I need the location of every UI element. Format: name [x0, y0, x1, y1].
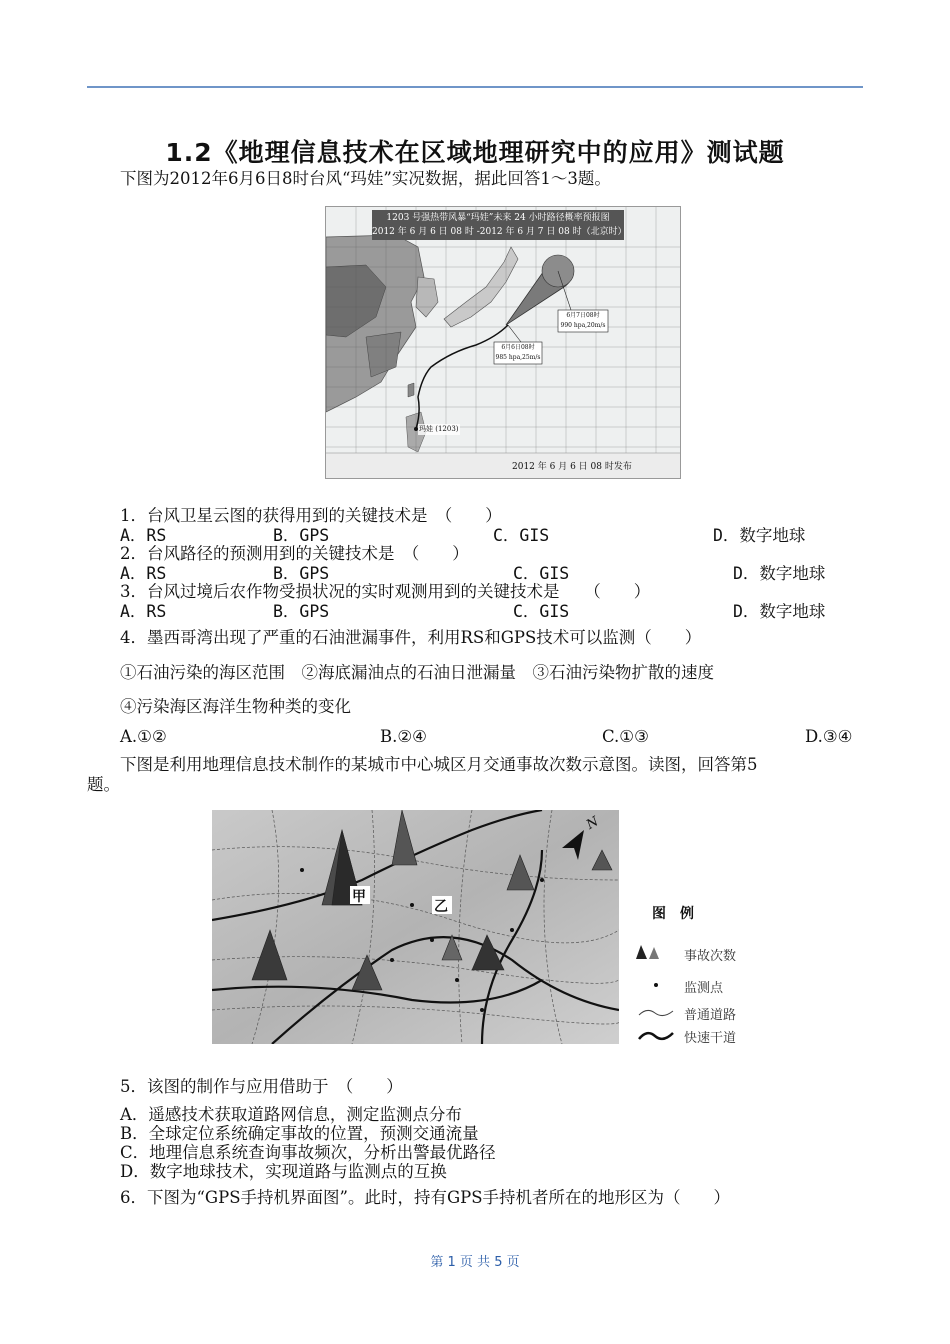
track-label-jun7-value: 990 hpa,20m/s	[560, 322, 606, 329]
q3-stem: 3．台风过境后农作物受损状况的实时观测用到的关键技术是 （ ）	[120, 582, 651, 601]
label-yi: 乙	[434, 899, 448, 915]
storm-start-label: 玛娃 (1203)	[419, 425, 459, 433]
legend-roads: 普通道路	[684, 1008, 737, 1023]
q5-stem: 5．该图的制作与应用借助于 （ ）	[120, 1077, 403, 1096]
q6-stem: 6．下图为“GPS手持机界面图”。此时，持有GPS手持机者所在的地形区为（ ）	[120, 1188, 731, 1207]
q3-option-b: B．GPS	[273, 602, 330, 621]
q3-option-a: A．RS	[120, 602, 167, 621]
typhoon-map-issue-note: 2012 年 6 月 6 日 08 时发布	[512, 462, 632, 472]
q2-option-d: D．数字地球	[733, 564, 826, 583]
q2-option-b: B．GPS	[273, 564, 330, 583]
q2-option-c: C．GIS	[513, 564, 570, 583]
q2-stem: 2．台风路径的预测用到的关键技术是 （ ）	[120, 544, 469, 563]
legend-accidents: 事故次数	[684, 949, 737, 964]
q5-option-d: D．数字地球技术，实现道路与监测点的互换	[120, 1162, 447, 1181]
q1-option-d: D．数字地球	[713, 526, 806, 545]
intro-text-2-cont: 题。	[87, 775, 120, 794]
typhoon-track-map	[325, 206, 681, 479]
q5-option-c: C．地理信息系统查询事故频次，分析出警最优路径	[120, 1143, 496, 1162]
q4-stem: 4．墨西哥湾出现了严重的石油泄漏事件，利用RS和GPS技术可以监测（ ）	[120, 628, 702, 647]
q4-option-a: A.①②	[120, 727, 167, 746]
track-label-jun7-time: 6月7日08时	[566, 312, 600, 319]
monitoring-point-icon	[654, 983, 658, 987]
page-footer: 第 1 页 共 5 页	[430, 1255, 520, 1270]
north-arrow-icon: N	[584, 814, 602, 833]
legend-symbols	[635, 941, 677, 1051]
typhoon-map-title-line1: 1203 号强热带风暴“玛娃”未来 24 小时路径概率预报图	[386, 213, 610, 223]
accident-map-graphic	[212, 810, 619, 1044]
q4-option-d: D.③④	[805, 727, 853, 746]
q5-option-a: A．遥感技术获取道路网信息，测定监测点分布	[120, 1105, 462, 1124]
q4-option-c: C.①③	[602, 727, 649, 746]
q5-option-b: B．全球定位系统确定事故的位置，预测交通流量	[120, 1124, 479, 1143]
accident-peak-icon	[636, 945, 659, 959]
track-label-jun7	[558, 311, 608, 331]
expressway-line-icon	[639, 1033, 673, 1039]
intro-text-1: 下图为2012年6月6日8时台风“玛娃”实况数据，据此回答1～3题。	[120, 169, 611, 188]
road-line-icon	[639, 1010, 673, 1015]
track-label-jun6-time: 6月6日08时	[501, 344, 535, 351]
q3-option-c: C．GIS	[513, 602, 570, 621]
q4-items-line1: ①石油污染的海区范围 ②海底漏油点的石油日泄漏量 ③石油污染物扩散的速度	[120, 663, 714, 682]
q4-items-line2: ④污染海区海洋生物种类的变化	[120, 697, 351, 716]
legend-title: 图 例	[652, 906, 694, 922]
page-title: 1.2《地理信息技术在区域地理研究中的应用》测试题	[165, 138, 785, 167]
track-label-jun6	[494, 343, 542, 363]
q1-stem: 1．台风卫星云图的获得用到的关键技术是 （ ）	[120, 506, 502, 525]
q2-option-a: A．RS	[120, 564, 167, 583]
q1-option-c: C．GIS	[493, 526, 550, 545]
intro-text-2: 下图是利用地理信息技术制作的某城市中心城区月交通事故次数示意图。读图，回答第5	[120, 755, 758, 774]
track-label-jun6-value: 985 hpa,25m/s	[495, 354, 541, 361]
q1-option-a: A．RS	[120, 526, 167, 545]
traffic-accident-map	[212, 810, 619, 1044]
q3-option-d: D．数字地球	[733, 602, 826, 621]
header-rule	[87, 86, 863, 88]
typhoon-map-title-line2: 2012 年 6 月 6 日 08 时 -2012 年 6 月 7 日 08 时（北京时）	[372, 227, 627, 237]
legend-expressway: 快速干道	[684, 1031, 737, 1046]
q4-option-b: B.②④	[380, 727, 427, 746]
legend-monitoring-points: 监测点	[684, 981, 724, 996]
typhoon-map-title	[372, 211, 627, 239]
q1-option-b: B．GPS	[273, 526, 330, 545]
label-jia: 甲	[352, 889, 366, 905]
